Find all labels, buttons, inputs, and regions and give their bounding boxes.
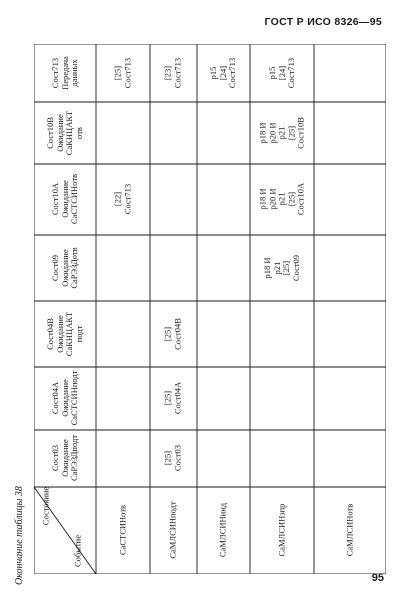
document-header: ГОСТ Р ИСО 8326—95 (264, 16, 382, 28)
table-grid (34, 44, 386, 574)
transition-table: Состояние Событие Сост713 Передача данных Сост10В Ожидание СаКНЦАКТ отв Сост10А Ожидание СаСТСИНотв Сост09 Ожидание СаРЭЗДотв Сост04В Ожидание СаКНЦАКТ подт Сост04А Ожидание СаСТСИНподт Сост03 Ожидание СаРЭЗДподт СаСТСИНотв СаМЛСИНподт СаМЛСИНинд СаМЛСИНзпр СаМЛСИНотв [22] Сост713 [25] Сост03 [25] Сост04А [25] Сост04В [25] Сост713 [23] Сост713 p15 [24] Сост713 p18 И p21 [25] Сост09 p18 И p20 И p21 [25] Сост10А p18 И p20 И p21 [25] Сост10В p15 [24] Сост713 (34, 44, 386, 574)
page-number: 95 (371, 572, 384, 584)
table-border (34, 44, 386, 574)
table-caption: Окончание таблицы 38 (14, 486, 25, 585)
